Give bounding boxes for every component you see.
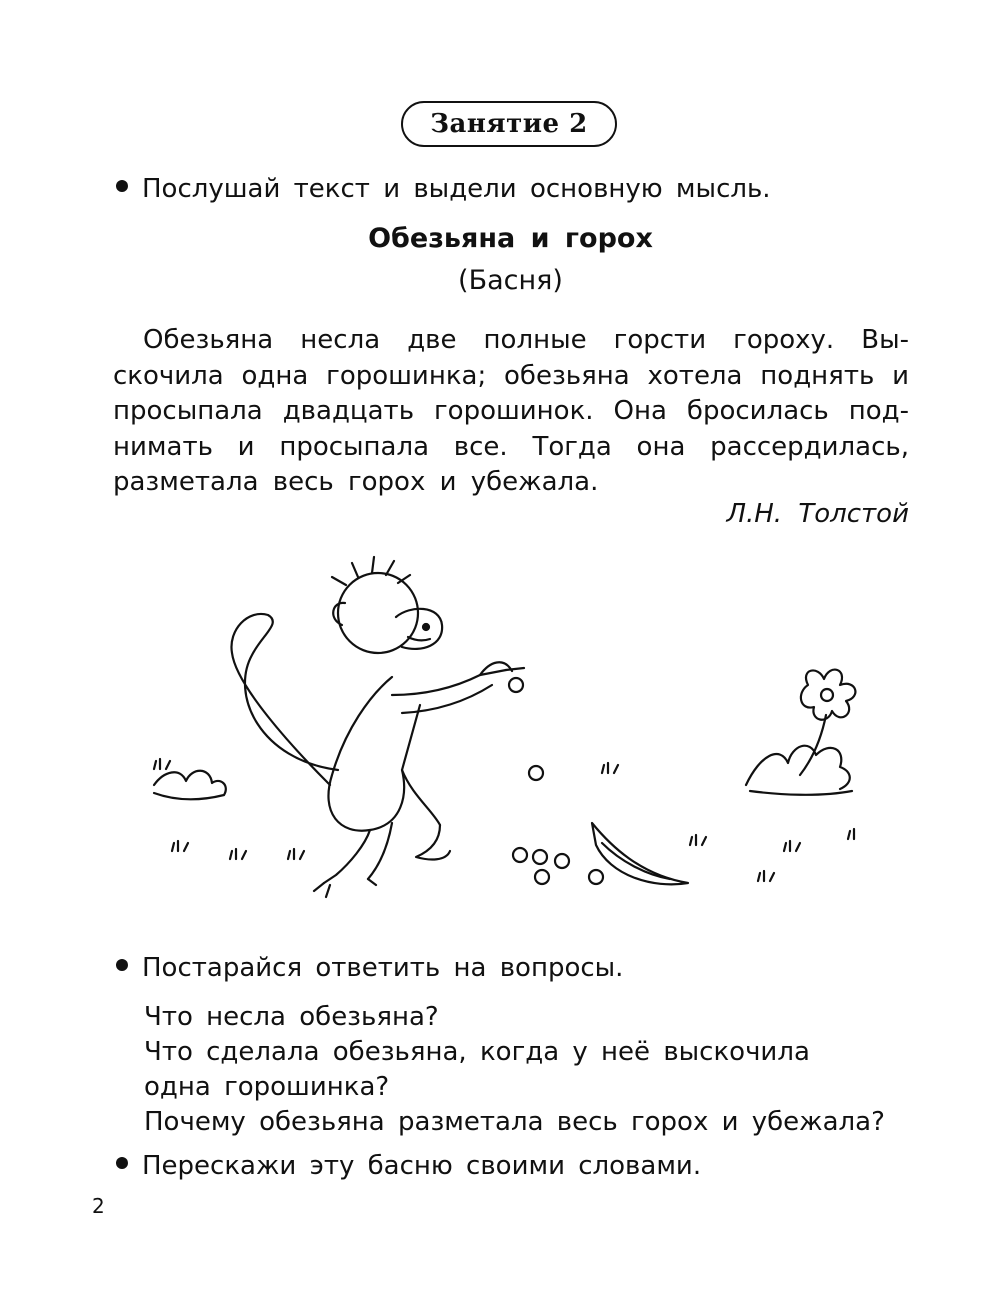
story-text xyxy=(113,323,909,501)
pea-icon xyxy=(509,678,523,692)
story-line: просыпала двадцать горошинок. Она бросилась под- xyxy=(113,396,909,426)
monkey-body xyxy=(328,677,420,831)
story-line: скочила одна горошинка; обезьяна хотела поднять и xyxy=(113,360,909,391)
story-line: нимать и просыпала все. Тогда она рассердилась, xyxy=(113,431,909,462)
lesson-badge xyxy=(401,101,617,147)
story-title: Обезьяна и горох xyxy=(368,223,653,254)
monkey-head xyxy=(338,573,418,653)
monkey-arm xyxy=(392,670,506,713)
monkey-illustration xyxy=(140,545,860,905)
grass-icon xyxy=(154,771,226,800)
pea-icon xyxy=(555,854,569,868)
monkey-tail xyxy=(231,614,338,785)
task-listen-text: Послушай текст и выдели основную мысль. xyxy=(142,174,771,204)
task-answer-text: Постарайся ответить на вопросы. xyxy=(142,953,624,983)
pea-icon xyxy=(533,850,547,864)
question-item: Что несла обезьяна? xyxy=(144,1002,439,1032)
pea-icon xyxy=(589,870,603,884)
flower-icon xyxy=(801,670,856,720)
pea-icon xyxy=(513,848,527,862)
story-genre: (Басня) xyxy=(458,265,563,296)
story-author: Л.Н. Толстой xyxy=(726,499,909,529)
question-list xyxy=(144,1000,885,1140)
pea-icon xyxy=(535,870,549,884)
question-item: Почему обезьяна разметала весь горох и убежала? xyxy=(144,1107,885,1137)
question-item: Что сделала обезьяна, когда у неё выскочила xyxy=(144,1037,810,1067)
story-line: разметала весь горох и убежала. xyxy=(113,467,599,497)
bullet-icon xyxy=(116,959,128,971)
task-retell-text: Перескажи эту басню своими словами. xyxy=(142,1151,702,1181)
story-line: Обезьяна несла две полные горсти гороху. Вы- xyxy=(143,325,909,355)
lesson-title: Занятие 2 xyxy=(430,109,588,139)
bullet-icon xyxy=(116,180,128,192)
task-listen xyxy=(116,172,771,206)
bullet-icon xyxy=(116,1157,128,1169)
task-answer xyxy=(116,951,623,985)
pea-icon xyxy=(529,766,543,780)
monkey-leg xyxy=(324,823,392,883)
question-item: одна горошинка? xyxy=(144,1072,390,1102)
pea-pod-icon xyxy=(592,823,688,884)
task-retell xyxy=(116,1149,701,1183)
page-number: 2 xyxy=(92,1194,105,1218)
